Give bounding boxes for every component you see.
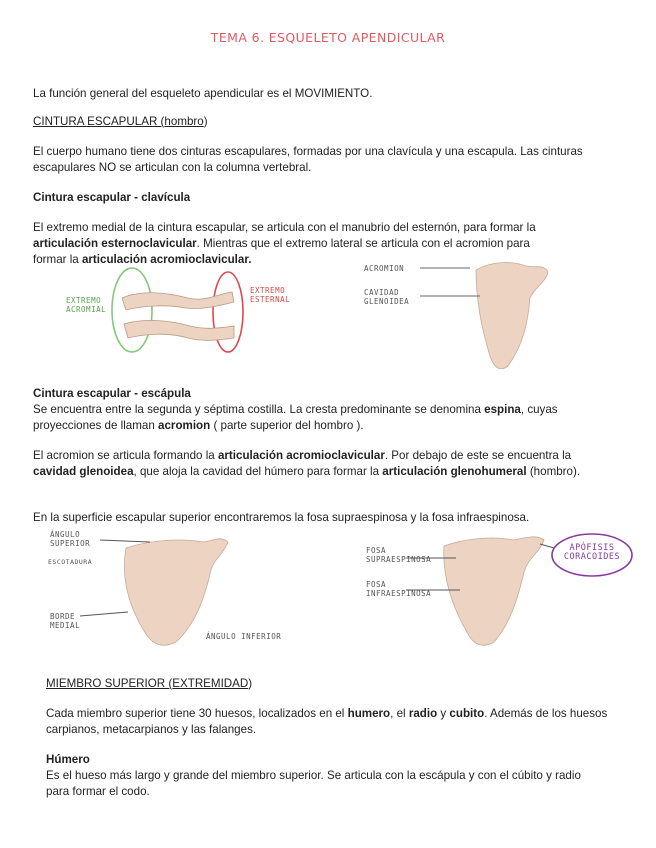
- scapula-anterior: [444, 537, 544, 645]
- leader-angulo-sup: [100, 540, 150, 542]
- label-apofisis-coracoides: APÓFISIS CORACOIDES: [563, 543, 621, 562]
- page-title: TEMA 6. ESQUELETO APENDICULAR: [210, 30, 446, 45]
- label-fosa-supraespinosa: FOSA SUPRAESPINOSA: [366, 546, 432, 564]
- escapula-p3: En la superficie escapular superior encontraremos la fosa supraespinosa y la fosa infraespinosa.: [33, 511, 530, 524]
- escapula-p1-b2: acromion: [158, 419, 211, 432]
- clavicula-heading: Cintura escapular - clavícula: [33, 191, 191, 204]
- miembro-b3: cubito: [449, 707, 485, 720]
- escapula-p2: [33, 448, 593, 480]
- escapula-p2-t4: (hombro).: [526, 465, 581, 478]
- label-angulo-inferior: ÁNGULO INFERIOR: [206, 632, 282, 641]
- escapula-p2-t2: . Por debajo de este se encuentra la: [384, 449, 572, 462]
- cintura-heading-b: hombro: [164, 115, 204, 128]
- miembro-b1: humero: [347, 707, 391, 720]
- label-escotadura: ESCOTADURA: [48, 558, 93, 566]
- escapula-p2-b1: articulación acromioclavicular: [217, 449, 385, 462]
- label-acromion: ACROMION: [364, 264, 405, 273]
- clavicula-t2: . Mientras que el extremo lateral se articula con el acromion para formar la: [33, 237, 530, 266]
- label-cavidad-glenoidea: CAVIDAD GLENOIDEA: [364, 288, 410, 306]
- miembro-t4: . Además de los huesos carpianos, metacarpianos y las falanges.: [46, 707, 608, 736]
- label-angulo-superior: ÁNGULO SUPERIOR: [50, 530, 91, 548]
- clavicle-top: [122, 292, 234, 310]
- miembro-heading-b: EXTREMIDAD: [172, 677, 249, 690]
- escapula-p2-b3: articulación glenohumeral: [382, 465, 527, 478]
- escapula-p1: [33, 402, 593, 434]
- escapula-p1-t2: , cuyas proyecciones de llaman: [33, 403, 558, 432]
- miembro-heading-c: ): [248, 677, 253, 690]
- miembro-t1: Cada miembro superior tiene 30 huesos, localizados en el: [46, 707, 348, 720]
- clavicula-t1: El extremo medial de la cintura escapular, se articula con el manubrio del esternón, para formar la: [33, 221, 536, 234]
- miembro-t3: y: [437, 707, 450, 720]
- label-borde-medial: BORDE MEDIAL: [50, 612, 81, 630]
- escapula-p2-t3: , que aloja la cavidad del húmero para formar la: [133, 465, 383, 478]
- escapula-p1-t1: Se encuentra entre la segunda y séptima costilla. La cresta predominante se denomina: [33, 403, 485, 416]
- label-extremo-acromial: EXTREMO ACROMIAL: [66, 296, 107, 314]
- label-extremo-esternal: EXTREMO ESTERNAL: [250, 286, 291, 304]
- clavicula-b1: articulación esternoclavicular: [33, 237, 197, 250]
- scapula-posterior: [124, 539, 228, 645]
- escapula-heading: Cintura escapular - escápula: [33, 387, 191, 400]
- cintura-heading-c: ): [203, 115, 208, 128]
- scapula-figure-1: [470, 258, 550, 374]
- miembro-b2: radio: [408, 707, 438, 720]
- clavicula-b2: articulación acromioclavicular.: [81, 253, 252, 266]
- scapula-shape: [476, 263, 548, 369]
- miembro-body: [46, 706, 622, 738]
- miembro-heading-a: MIEMBRO SUPERIOR (: [46, 677, 173, 690]
- humero-body: Es el hueso más largo y grande del miembro superior. Se articula con la escápula y con el cúbito y radio para formar el codo.: [46, 769, 581, 798]
- escapula-p1-t3: ( parte superior del hombro ).: [210, 419, 364, 432]
- clavicle-figure: [110, 270, 250, 360]
- cintura-heading-a: CINTURA ESCAPULAR (: [33, 115, 165, 128]
- miembro-t2: , el: [390, 707, 409, 720]
- scapula-figure-3: [436, 526, 546, 650]
- cintura-body: El cuerpo humano tiene dos cinturas escapulares, formadas por una clavícula y una escapula. Las cinturas escapulares NO se articulan con la columna vertebral.: [33, 145, 583, 174]
- clavicle-bottom: [124, 320, 234, 340]
- escapula-p1-b1: espina: [484, 403, 521, 416]
- escapula-p2-b2: cavidad glenoidea: [33, 465, 134, 478]
- escapula-p2-t1: El acromion se articula formando la: [33, 449, 218, 462]
- humero-heading: Húmero: [46, 753, 90, 766]
- miembro-heading: [46, 676, 252, 692]
- label-fosa-infraespinosa: FOSA INFRAESPINOSA: [366, 580, 432, 598]
- cintura-heading: [33, 114, 208, 130]
- intro-text: La función general del esqueleto apendicular es el MOVIMIENTO.: [33, 87, 373, 100]
